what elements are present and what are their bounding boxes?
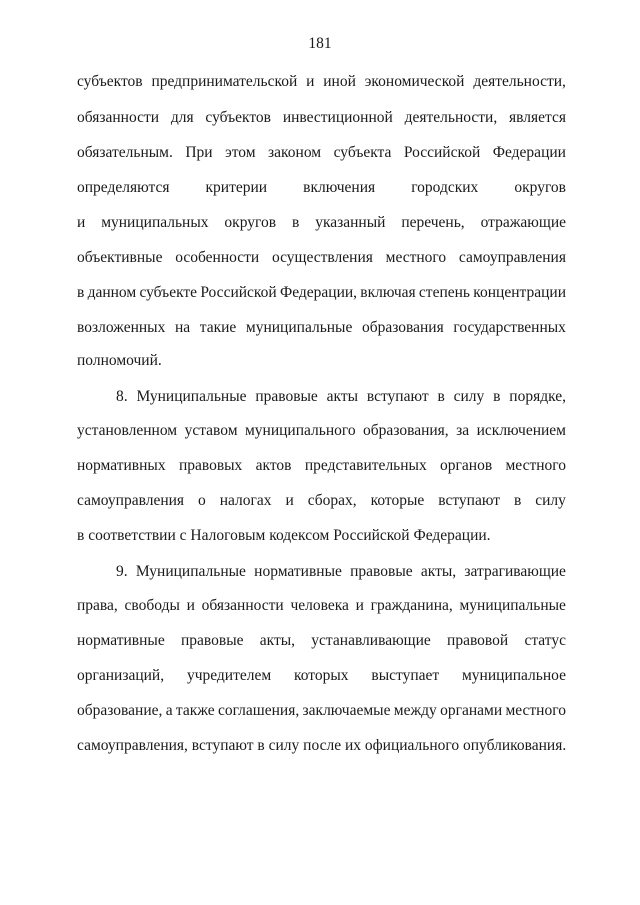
text-line: обязанности для субъектов инвестиционной деятельности, является [77, 109, 566, 126]
text-line: самоуправления о налогах и сборах, которые вступают в силу [77, 492, 566, 509]
text-line: обязательным. При этом законом субъекта Российской Федерации [77, 144, 566, 161]
paragraph-8-first-line: 8. Муниципальные правовые акты вступают в силу в порядке, [116, 388, 566, 405]
text-line: объективные особенности осуществления местного самоуправления [77, 249, 566, 266]
text-line: образование, а также соглашения, заключаемые между органами местного [77, 702, 566, 719]
text-line: полномочий. [77, 352, 162, 369]
text-line: самоуправления, вступают в силу после их официального опубликования. [77, 737, 567, 754]
text-line: субъектов предпринимательской и иной экономической деятельности, [77, 73, 566, 90]
page-number: 181 [308, 35, 332, 52]
text-line: возложенных на такие муниципальные образования государственных [77, 319, 566, 336]
text-line: в соответствии с Налоговым кодексом Российской Федерации. [77, 527, 491, 544]
text-line: организаций, учредителем которых выступает муниципальное [77, 667, 566, 684]
paragraph-9-first-line: 9. Муниципальные нормативные правовые акты, затрагивающие [116, 563, 566, 580]
text-line: определяются критерии включения городских округов [77, 179, 566, 196]
text-line: права, свободы и обязанности человека и гражданина, муниципальные [77, 597, 566, 614]
text-line: в данном субъекте Российской Федерации, включая степень концентрации [77, 284, 566, 301]
text-line: и муниципальных округов в указанный перечень, отражающие [77, 214, 566, 231]
text-line: нормативные правовые акты, устанавливающие правовой статус [77, 632, 566, 649]
text-line: установленном уставом муниципального образования, за исключением [77, 422, 566, 439]
text-line: нормативных правовых актов представительных органов местного [77, 457, 566, 474]
